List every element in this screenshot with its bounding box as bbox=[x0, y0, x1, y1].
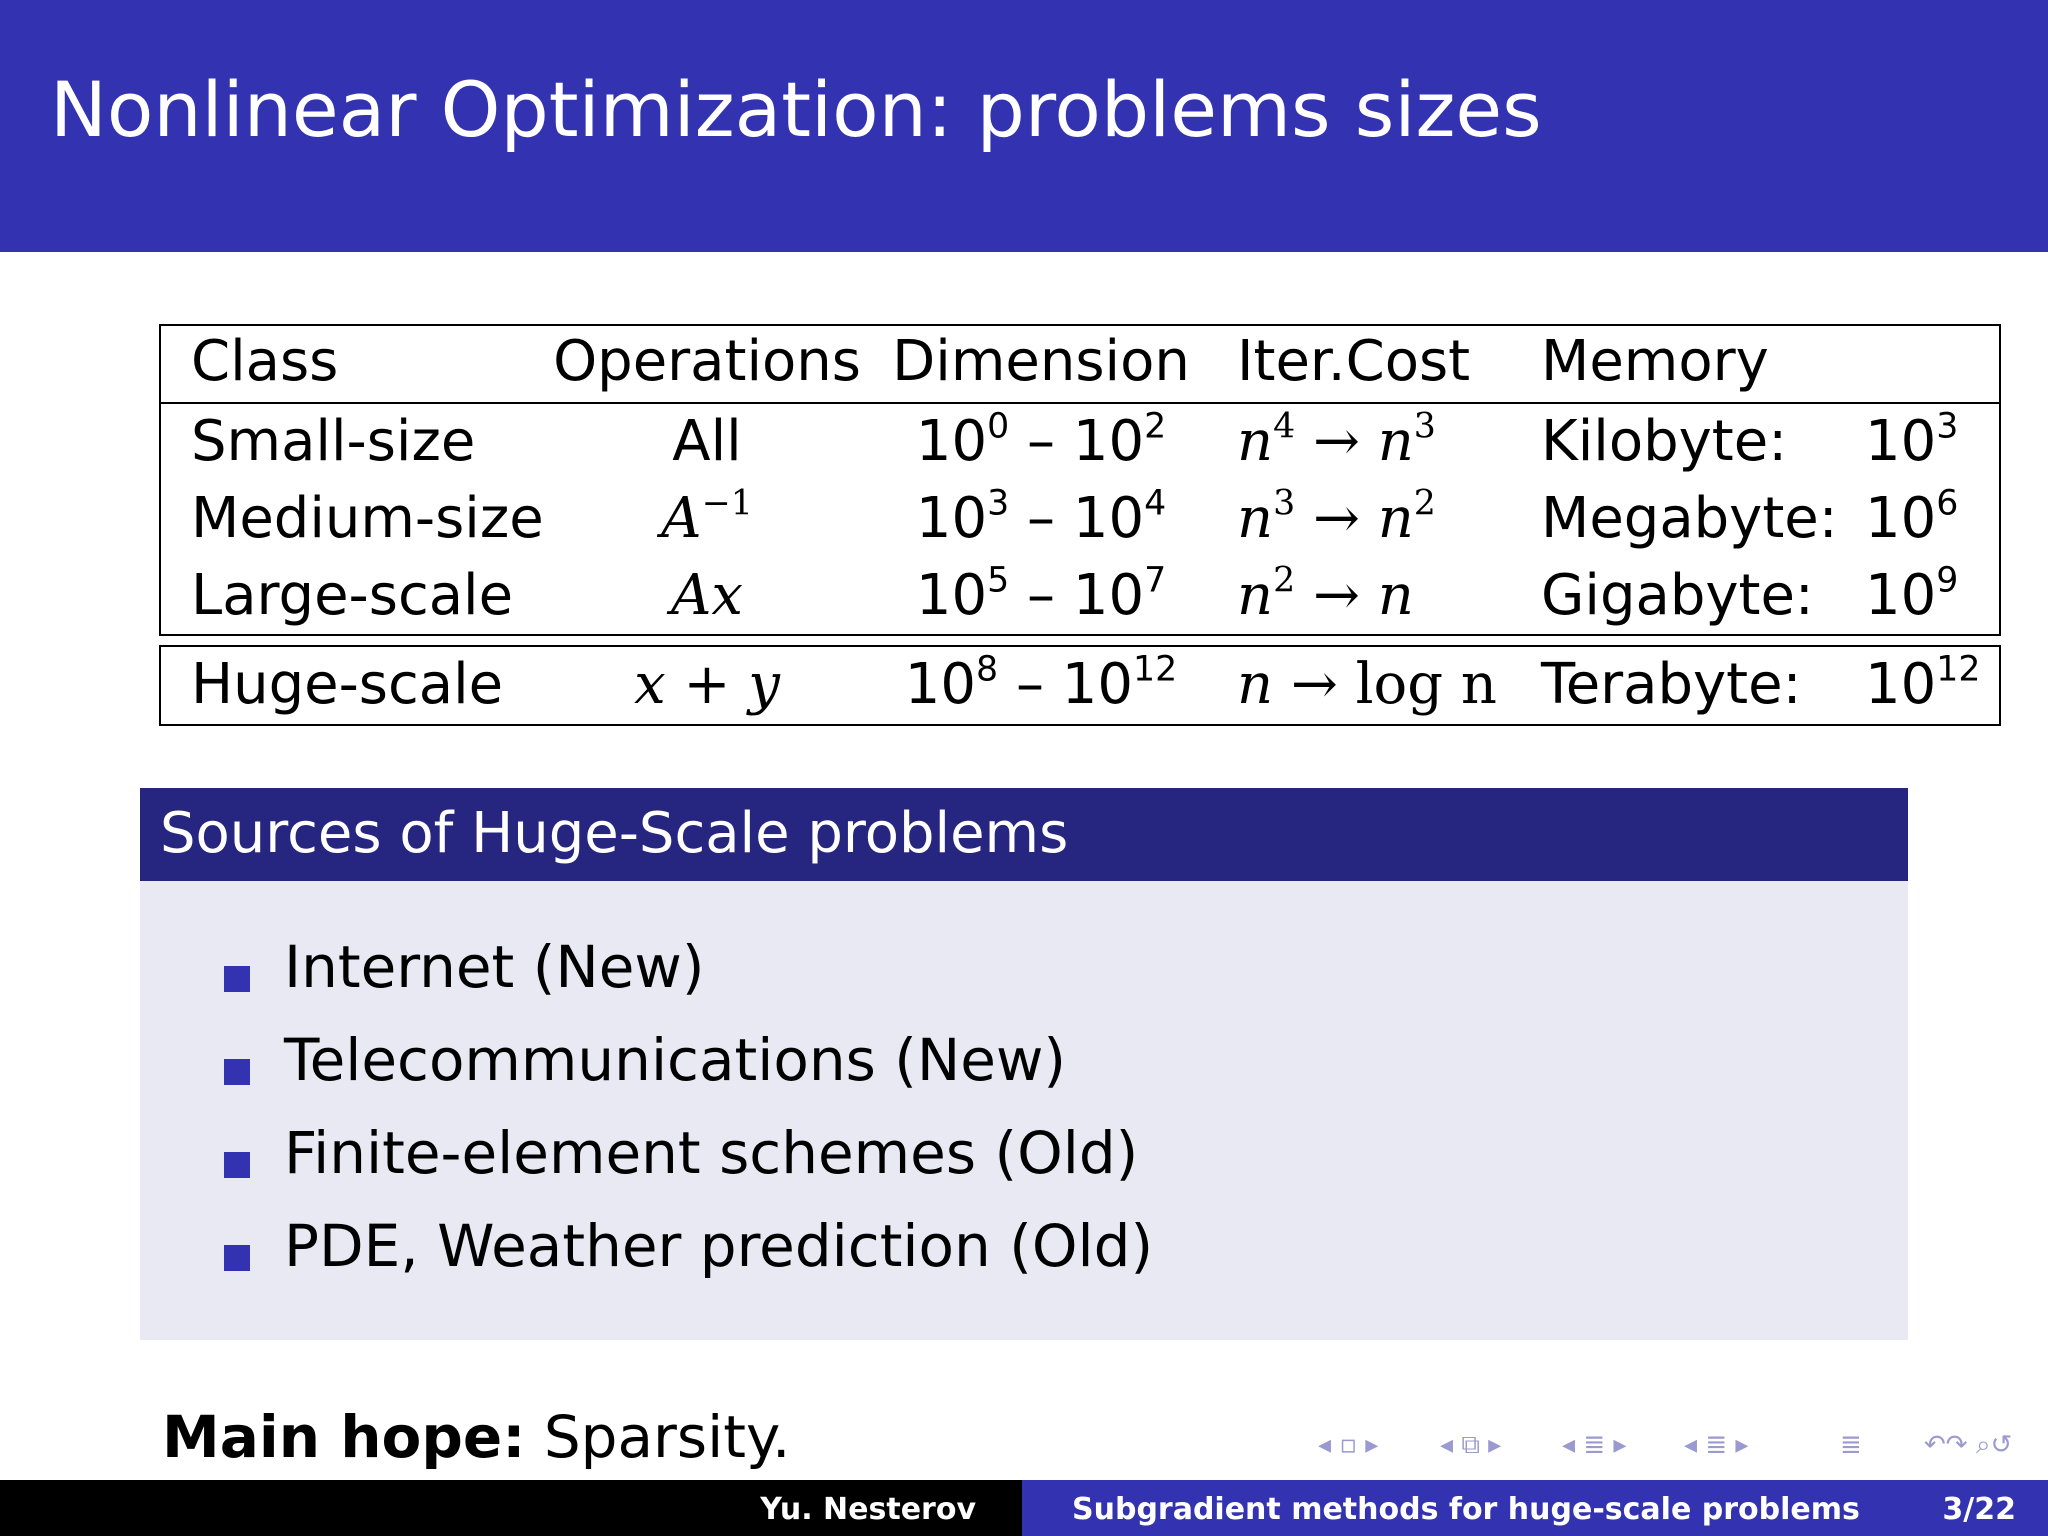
class-cell: Small-size bbox=[191, 409, 476, 474]
list-item-text: PDE, Weather prediction (Old) bbox=[284, 1212, 1154, 1280]
main-hope-line bbox=[162, 1403, 791, 1471]
main-hope-text: Sparsity. bbox=[543, 1403, 791, 1471]
memory-value-cell: $10^9$ bbox=[1865, 560, 1959, 628]
square-bullet-icon bbox=[224, 1059, 250, 1085]
dimension-cell: $10^5 - 10^7$ bbox=[915, 560, 1167, 628]
table-row bbox=[161, 560, 1999, 636]
list-item-text: Internet (New) bbox=[284, 933, 705, 1001]
table-row bbox=[161, 483, 1999, 559]
nav-section-icon[interactable]: ◂ ≣ ▸ bbox=[1684, 1430, 1749, 1460]
memory-value-cell: $10^6$ bbox=[1865, 483, 1959, 551]
huge-scale-table bbox=[159, 645, 2001, 726]
sources-block bbox=[140, 788, 1908, 1340]
class-cell: Large-scale bbox=[191, 563, 514, 628]
nav-frame-icon[interactable]: ◂ ⧉ ▸ bbox=[1440, 1430, 1502, 1460]
slide-header bbox=[0, 0, 2048, 252]
dimension-cell: $10^3 - 10^4$ bbox=[915, 483, 1167, 551]
footer-page-number: 3/22 bbox=[1942, 1492, 2016, 1527]
dimension-cell: $10^0 - 10^2$ bbox=[915, 406, 1167, 474]
list-item-text: Telecommunications (New) bbox=[284, 1026, 1067, 1094]
col-header-operations: Operations bbox=[553, 329, 861, 394]
square-bullet-icon bbox=[224, 1245, 250, 1271]
nav-prev-frame-icon[interactable]: ◂ ▫ ▸ bbox=[1318, 1430, 1379, 1460]
square-bullet-icon bbox=[224, 966, 250, 992]
table-row bbox=[161, 649, 1999, 725]
itercost-cell: $n^3 \to n^2$ bbox=[1237, 483, 1436, 551]
class-cell: Huge-scale bbox=[191, 652, 504, 717]
nav-back-icon[interactable]: ↶↷ bbox=[1924, 1430, 1968, 1460]
table-header-row bbox=[161, 326, 1999, 402]
itercost-cell: n → log n bbox=[1237, 652, 1497, 717]
col-header-memory: Memory bbox=[1541, 329, 1769, 394]
footer-talk-title: Subgradient methods for huge-scale problems bbox=[1072, 1492, 1860, 1527]
col-header-itercost: Iter.Cost bbox=[1237, 329, 1471, 394]
nav-align-icon[interactable]: ≣ bbox=[1840, 1430, 1862, 1460]
block-header bbox=[140, 788, 1908, 881]
memory-unit-cell: Terabyte: bbox=[1541, 652, 1802, 717]
operations-cell: Ax bbox=[670, 563, 744, 628]
footer-author: Yu. Nesterov bbox=[760, 1492, 976, 1527]
memory-unit-cell: Kilobyte: bbox=[1541, 409, 1788, 474]
footer-title-section bbox=[1022, 1480, 2048, 1536]
nav-subsection-icon[interactable]: ◂ ≣ ▸ bbox=[1562, 1430, 1627, 1460]
dimension-cell: $10^8 - 10^{12}$ bbox=[904, 649, 1178, 717]
operations-cell: x + y bbox=[634, 652, 780, 717]
block-title: Sources of Huge-Scale problems bbox=[160, 801, 1069, 866]
class-cell: Medium-size bbox=[191, 486, 544, 551]
table-header-divider bbox=[161, 402, 1999, 404]
operations-cell: All bbox=[672, 409, 742, 474]
operations-cell: $A^{-1}$ bbox=[661, 483, 753, 551]
table-row bbox=[161, 406, 1999, 482]
square-bullet-icon bbox=[224, 1152, 250, 1178]
size-table bbox=[159, 324, 2001, 636]
slide-title: Nonlinear Optimization: problems sizes bbox=[50, 65, 1542, 154]
footer-author-section bbox=[0, 1480, 1022, 1536]
main-hope-label: Main hope: bbox=[162, 1403, 526, 1471]
memory-value-cell: $10^3$ bbox=[1865, 406, 1959, 474]
nav-search-icon[interactable]: ⌕↺ bbox=[1976, 1430, 2013, 1460]
footer bbox=[0, 1480, 2048, 1536]
nav-bar bbox=[1300, 1430, 2040, 1470]
memory-unit-cell: Megabyte: bbox=[1541, 486, 1838, 551]
col-header-dimension: Dimension bbox=[892, 329, 1190, 394]
col-header-class: Class bbox=[191, 329, 339, 394]
memory-value-cell: $10^{12}$ bbox=[1865, 649, 1981, 717]
itercost-cell: $n^4 \to n^3$ bbox=[1237, 406, 1436, 474]
list-item-text: Finite-element schemes (Old) bbox=[284, 1119, 1139, 1187]
itercost-cell: $n^2 \to n$ bbox=[1237, 560, 1414, 628]
memory-unit-cell: Gigabyte: bbox=[1541, 563, 1814, 628]
